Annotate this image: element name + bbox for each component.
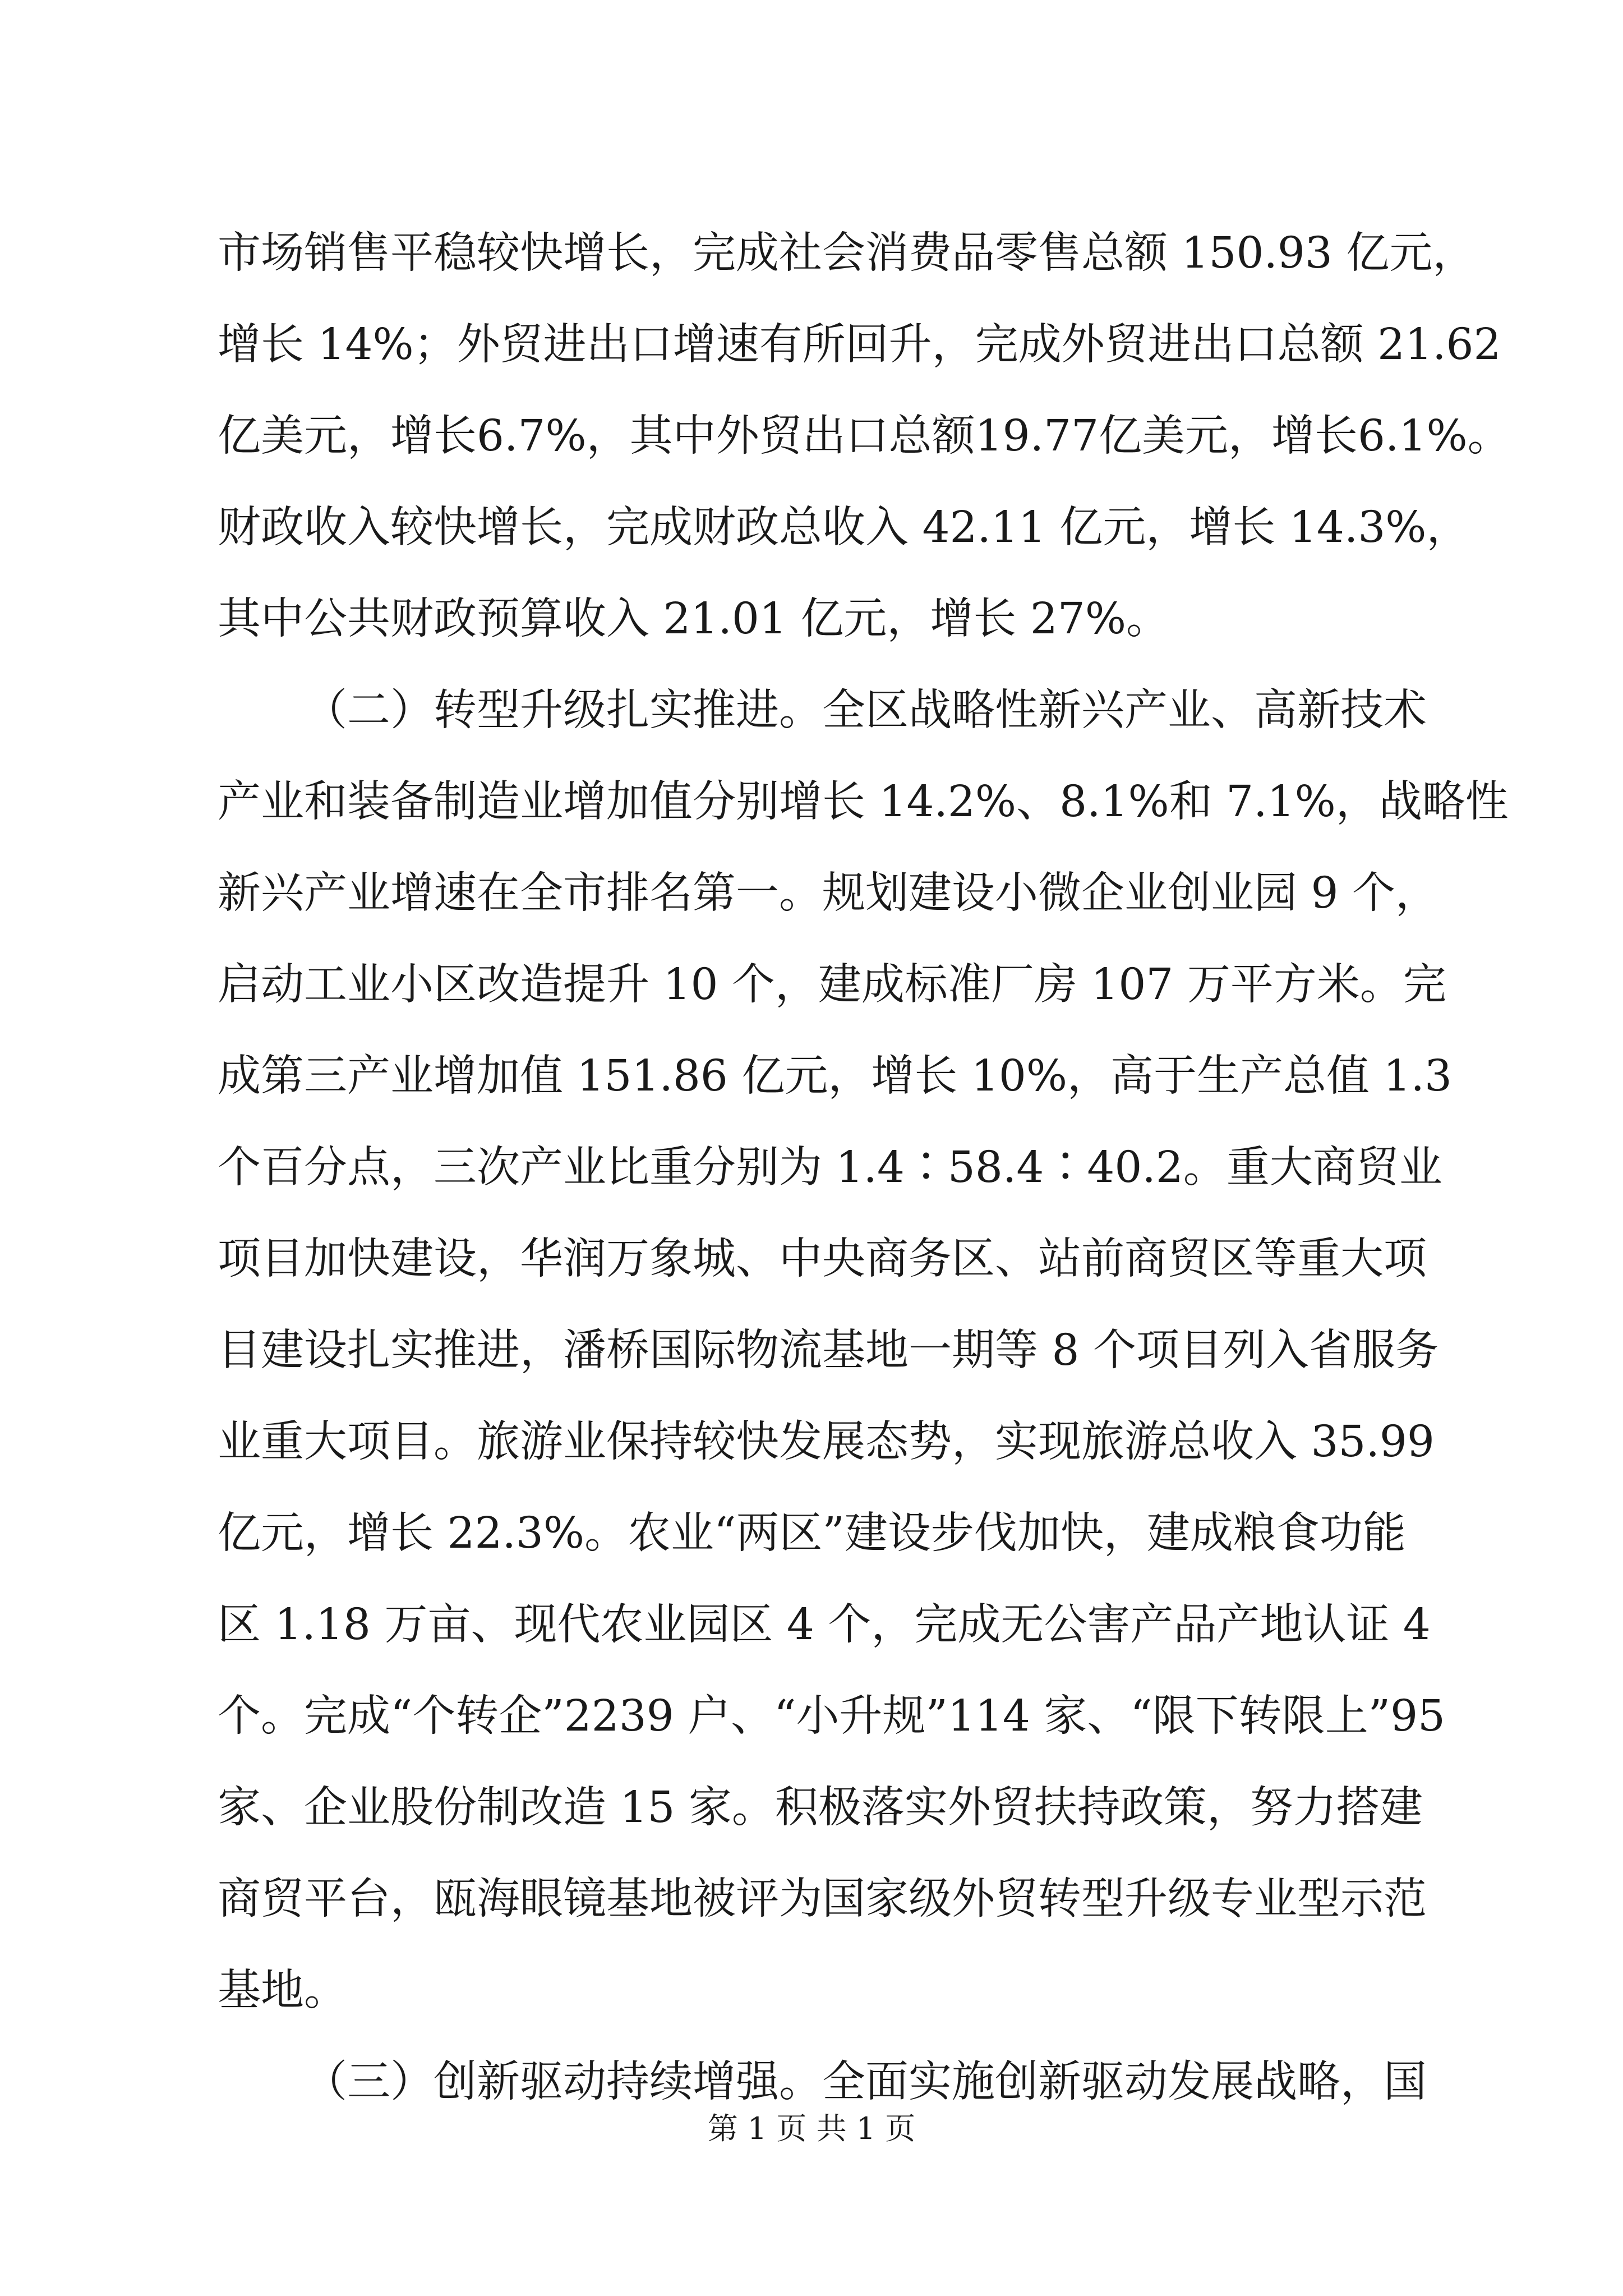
- text-line: 个。完成“个转企”2239 户、“小升规”114 家、“限下转限上”95: [218, 1691, 1446, 1741]
- paragraph-heading-line: （三）创新驱动持续增强。全面实施创新驱动发展战略，国: [304, 2057, 1427, 2107]
- text-line: 亿元，增长 22.3%。农业“两区”建设步伐加快，建成粮食功能: [218, 1508, 1406, 1558]
- text-line: 亿美元，增长6.7%，其中外贸出口总额19.77亿美元，增长6.1%。: [218, 411, 1511, 461]
- text-line: 个百分点，三次产业比重分别为 1.4∶58.4∶40.2。重大商贸业: [218, 1143, 1442, 1193]
- text-line: 目建设扎实推进，潘桥国际物流基地一期等 8 个项目列入省服务: [218, 1326, 1438, 1375]
- text-line: 基地。: [218, 1966, 347, 2016]
- text-line: 市场销售平稳较快增长，完成社会消费品零售总额 150.93 亿元，: [218, 228, 1476, 278]
- text-line: 新兴产业增速在全市排名第一。规划建设小微企业创业园 9 个，: [218, 868, 1438, 918]
- text-line: 产业和装备制造业增加值分别增长 14.2%、8.1%和 7.1%，战略性: [218, 777, 1509, 827]
- text-line: 区 1.18 万亩、现代农业园区 4 个，完成无公害产品产地认证 4: [218, 1600, 1431, 1650]
- paragraph-heading-line: （二）转型升级扎实推进。全区战略性新兴产业、高新技术: [304, 685, 1427, 735]
- text-line: 业重大项目。旅游业保持较快发展态势，实现旅游总收入 35.99: [218, 1417, 1435, 1467]
- text-line: 启动工业小区改造提升 10 个，建成标准厂房 107 万平方米。完: [218, 960, 1446, 1010]
- text-line: 项目加快建设，华润万象城、中央商务区、站前商贸区等重大项: [218, 1234, 1427, 1284]
- page-number-footer: 第 1 页 共 1 页: [707, 2111, 916, 2146]
- text-line: 财政收入较快增长，完成财政总收入 42.11 亿元，增长 14.3%，: [218, 503, 1470, 553]
- document-body: [218, 208, 1511, 2128]
- text-line: 增长 14%；外贸进出口增速有所回升，完成外贸进出口总额 21.62: [218, 320, 1501, 370]
- text-line: 商贸平台，瓯海眼镜基地被评为国家级外贸转型升级专业型示范: [218, 1874, 1427, 1924]
- text-line: 家、企业股份制改造 15 家。积极落实外贸扶持政策，努力搭建: [218, 1783, 1423, 1833]
- text-line: 其中公共财政预算收入 21.01 亿元，增长 27%。: [218, 594, 1170, 644]
- text-line: 成第三产业增加值 151.86 亿元，增长 10%，高于生产总值 1.3: [218, 1051, 1452, 1101]
